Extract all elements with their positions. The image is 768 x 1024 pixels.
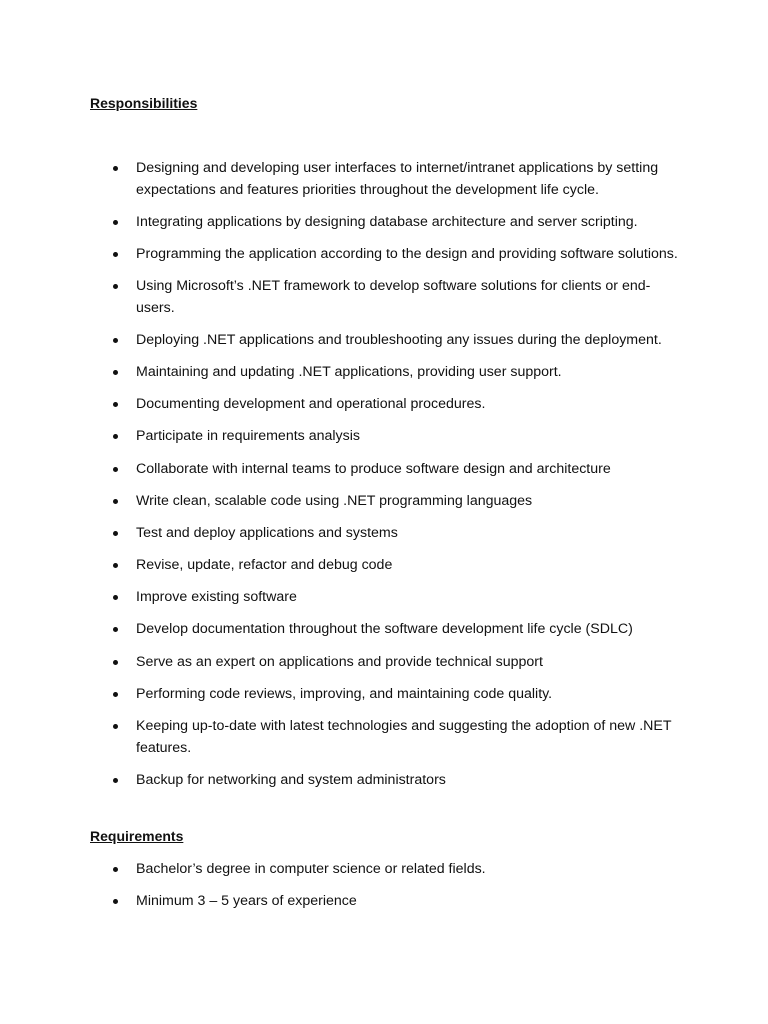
list-item: Develop documentation throughout the software development life cycle (SDLC) — [0, 619, 681, 641]
responsibilities-list — [0, 158, 768, 802]
list-item: Participate in requirements analysis — [0, 426, 681, 448]
list-item: Deploying .NET applications and troubleshooting any issues during the deployment. — [0, 330, 681, 352]
list-item: Revise, update, refactor and debug code — [0, 555, 681, 577]
list-item: Maintaining and updating .NET applications, providing user support. — [0, 362, 681, 384]
list-item: Using Microsoft’s .NET framework to develop software solutions for clients or end-users. — [0, 276, 681, 319]
list-item: Serve as an expert on applications and provide technical support — [0, 652, 681, 674]
list-item: Backup for networking and system administrators — [0, 770, 681, 792]
list-item: Integrating applications by designing database architecture and server scripting. — [0, 212, 681, 234]
list-item: Bachelor’s degree in computer science or related fields. — [0, 859, 681, 881]
list-item: Documenting development and operational procedures. — [0, 394, 681, 416]
list-item: Performing code reviews, improving, and maintaining code quality. — [0, 684, 681, 706]
list-item: Test and deploy applications and systems — [0, 523, 681, 545]
requirements-heading: Requirements — [90, 828, 184, 844]
list-item: Improve existing software — [0, 587, 681, 609]
list-item: Collaborate with internal teams to produce software design and architecture — [0, 459, 681, 481]
list-item: Keeping up-to-date with latest technologies and suggesting the adoption of new .NET features. — [0, 716, 681, 759]
list-item: Designing and developing user interfaces to internet/intranet applications by setting expectations and features priorities throughout the development life cycle. — [0, 158, 681, 201]
responsibilities-heading: Responsibilities — [90, 95, 198, 111]
list-item: Programming the application according to the design and providing software solutions. — [0, 244, 681, 266]
list-item: Write clean, scalable code using .NET programming languages — [0, 491, 681, 513]
list-item: Minimum 3 – 5 years of experience — [0, 891, 681, 913]
requirements-list — [0, 859, 768, 923]
